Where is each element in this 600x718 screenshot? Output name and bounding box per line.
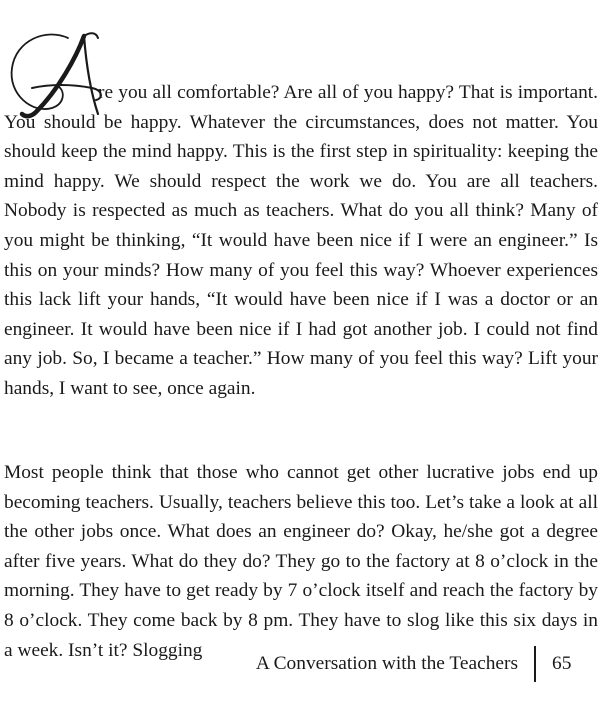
drop-cap-spacer bbox=[4, 97, 98, 98]
running-footer-title: A Conversation with the Teachers bbox=[255, 653, 518, 674]
footer-divider bbox=[534, 646, 536, 682]
paragraph-1-text: re you all comfortable? Are all of you happy? That is important. You should be happy. Whatever the circumstances, does not matter. You should keep the mind happy. This is the first step in spirituality: keeping the mind happy. We should respect the work we do. You are all teachers. Nobody is respected as much as teachers. What do you all think? Many of you might be thinking, “It would have been nice if I were an engineer.” Is this on your minds? How many of you feel this way? Whoever experiences this lack lift your hands, “It would have been nice if I was a doctor or an engineer. It would have been nice if I had got another job. I could not find any job. So, I became a teacher.” How many of you feel this way? Lift your hands, I want to see, once again. bbox=[4, 82, 598, 399]
book-page bbox=[4, 0, 596, 718]
page-footer bbox=[4, 640, 596, 700]
body-paragraph-2: Most people think that those who cannot get other lucrative jobs end up becoming teachers. Usually, teachers believe this too. Let’s take a look at all the other jobs once. What does an engineer do? Okay, he/she got a degree after five years. What do they do? They go to the factory at 8 o’clock in the morning. They have to get ready by 7 o’clock itself and reach the factory by 8 o’clock. They come back by 8 pm. They have to slog like this six days in a week. Isn’t it? Slogging bbox=[4, 462, 598, 661]
page-number: 65 bbox=[552, 653, 572, 674]
body-paragraph-1 bbox=[4, 78, 598, 404]
